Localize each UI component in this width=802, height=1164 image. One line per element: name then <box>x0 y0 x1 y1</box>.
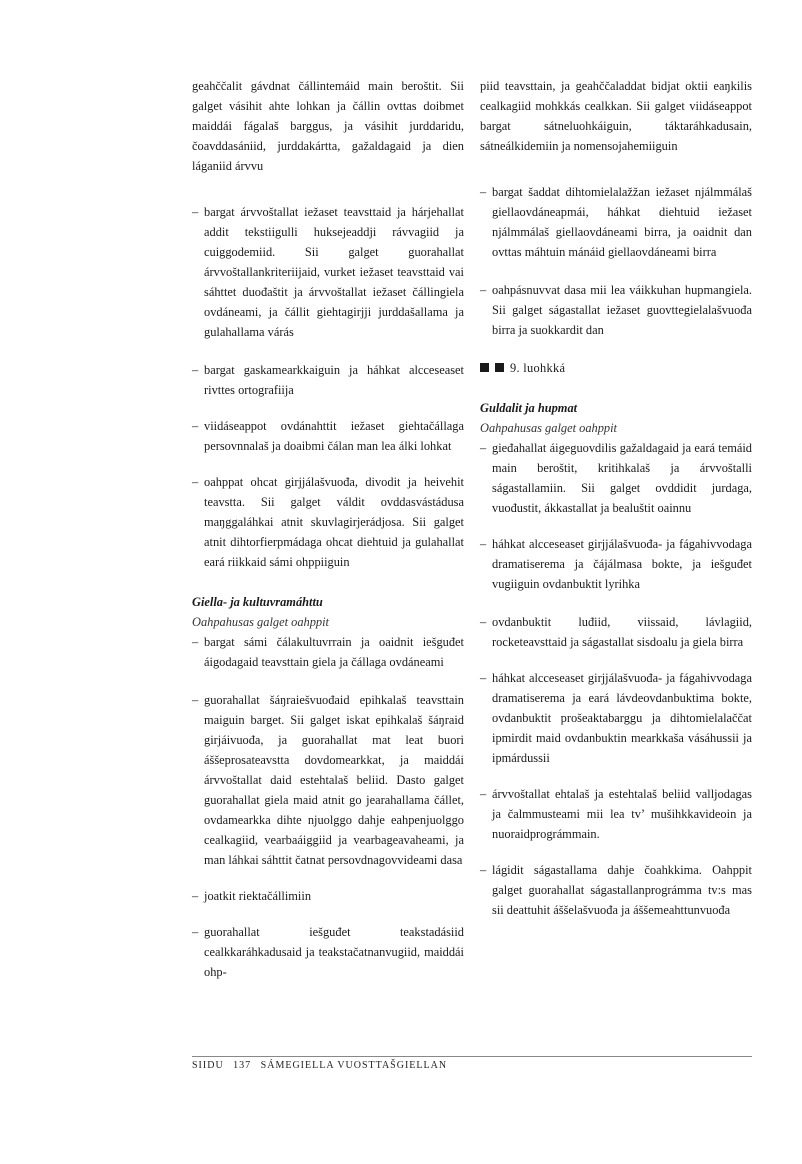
footer-label: SIIDU <box>192 1060 224 1071</box>
square-bullet-icon <box>495 363 504 372</box>
list-item: – oahppat ohcat girjjálašvuođa, divodit ja heivehit teavstta. Sii galget váldit ovddasvástádusa maŋggaláhkai atnit skuvlagirjerádjosa. Sii galget atnit dihtorfierpmádaga ohcat diehtuid ja gulahallat eará riikkaid sámi ohppiiguin <box>192 475 464 569</box>
page-number: 137 <box>233 1060 252 1071</box>
section-subheading: Oahpahusas galget oahppit <box>480 421 617 435</box>
list-item: – ovdanbuktit luđiid, viissaid, lávlagiid, rocketeavsttaid ja ságastallat sisdoalu ja giela birra <box>480 615 752 649</box>
right-intro-paragraph: piid teavsttain, ja geahččaladdat bidjat oktii eaŋkilis cealkagiid mohkkás cealkkan. Sii galget viidáseappot bargat sátneluohkáiguin, táktaráhkadusain, sátneálkidemiin ja nomensojahemiiguin <box>480 79 752 153</box>
list-item: – háhkat alcceseaset girjjálašvuođa- ja fágahivvodaga dramatiserema ja eará lávdeovdanbuktima bokte, ovdanbuktit prošeaktabarggu ja dihtomielalaččat ipmirdit maid ovdanbuktin mearkkaša vásáhussii ja ipmárdussii <box>480 671 752 765</box>
list-item: – joatkit riektačállimiin <box>192 889 312 903</box>
left-intro-paragraph: geahččalit gávdnat čállintemáid main beroštit. Sii galget vásihit ahte lohkan ja čállin ovttas doibmet maiddái fágalaš barggus, ja vásihit jurddaridu, čoavddasániid, jurddakártta, gažaldagaid ja dien láganiid árvvu <box>192 79 464 173</box>
section-heading: Giella- ja kultuvramáhttu <box>192 595 323 609</box>
list-item: – guorahallat iešguđet teakstadásiid cealkkaráhkadusaid ja teakstačatnanvugiid, maiddái ohp- <box>192 925 464 979</box>
list-item: – viidáseappot ovdánahttit iežaset giehtačállaga persovnnalaš ja doaibmi čálan man lea álki lohkat <box>192 419 464 453</box>
list-item: – háhkat alcceseaset girjjálašvuođa- ja fágahivvodaga dramatiserema ja čájálmasa bokte, ja iešguđet vugiiguin ovdanbuktit lyrihka <box>480 537 752 591</box>
right-column <box>480 76 752 920</box>
list-item: – gieđahallat áigeguovdilis gažaldagaid ja eará temáid main beroštit, kritihkalaš ja árvvoštalli ságastallamiin. Sii galget ovddidit jurdaga, vuođustit, ákkastallat ja bealuštit oainnu <box>480 441 752 515</box>
footer-title: SÁMEGIELLA VUOSTTAŠGIELLAN <box>260 1060 448 1071</box>
list-item: – árvvoštallat ehtalaš ja estehtalaš beliid valljodagas ja čalmmusteami mii lea tv’ mušihkkavideoin ja nuoraidprográmmain. <box>480 787 752 841</box>
list-item: – bargat sámi čálakultuvrrain ja oaidnit iešguđet áigodagaid teavsttain giela ja čállaga ovdáneami <box>192 635 464 669</box>
list-item: – bargat árvvoštallat iežaset teavsttaid ja hárjehallat addit tekstiigulli huksejeaddji rávvagiid ja cuiggodemiid. Sii galget guorahallat árvvoštallankriteriijaid, vurket iežaset teavsttaid vai sáhttet duođaštit ja árvvoštallat iežaset čállingiela ovdáneami, ja čállit giehtagirjji jurddašallama ja gulahallama várás <box>192 205 464 339</box>
footer-divider <box>192 1056 752 1057</box>
section-heading: Guldalit ja hupmat <box>480 401 578 415</box>
page-footer <box>192 1060 453 1071</box>
section-subheading: Oahpahusas galget oahppit <box>192 615 329 629</box>
list-item: – guorahallat šáŋraiešvuođaid epihkalaš teavsttain maiguin barget. Sii galget iskat epihkalaš šáŋraid girjáivuođa, ja guorahallat mat leat buori áššeprosateavstta dovdomearkkat, ja maiddái árvvoštallat daid estehtalaš beliid. Dasto galget guorahallat giela maid atnit go jearahallama čállet, ovdamearkka dihte njuolggo dahje eahpenjuolggo cealkagiid, vearbaáiggiid ja vearbageavaheami, ja man láhkai sáhttit čatnat persovdnagovvideami dasa <box>192 693 464 867</box>
list-item: – bargat gaskamearkkaiguin ja háhkat alcceseaset rivttes ortografiija <box>192 363 464 397</box>
list-item: – oahpásnuvvat dasa mii lea váikkuhan hupmangiela. Sii galget ságastallat iežaset guovttegielalašvuođa birra ja suokkardit dan <box>480 283 752 337</box>
list-item: – lágidit ságastallama dahje čoahkkima. Oahppit galget guorahallat ságastallanprográmma tv:s mas sii deattuhit áššelašvuođa ja áššemeahttunvuođa <box>480 863 752 917</box>
list-item: – bargat šaddat dihtomielalažžan iežaset njálmmálaš giellaovdáneapmái, háhkat diehtuid iežaset njálmmálaš giellaovdáneami birra, ja oaidnit dan ovttas máhtuin mánáid giellaovdáneami birra <box>480 185 752 259</box>
left-column <box>192 76 464 982</box>
square-bullet-icon <box>480 363 489 372</box>
class-level-heading: 9. luohkká <box>480 358 752 378</box>
